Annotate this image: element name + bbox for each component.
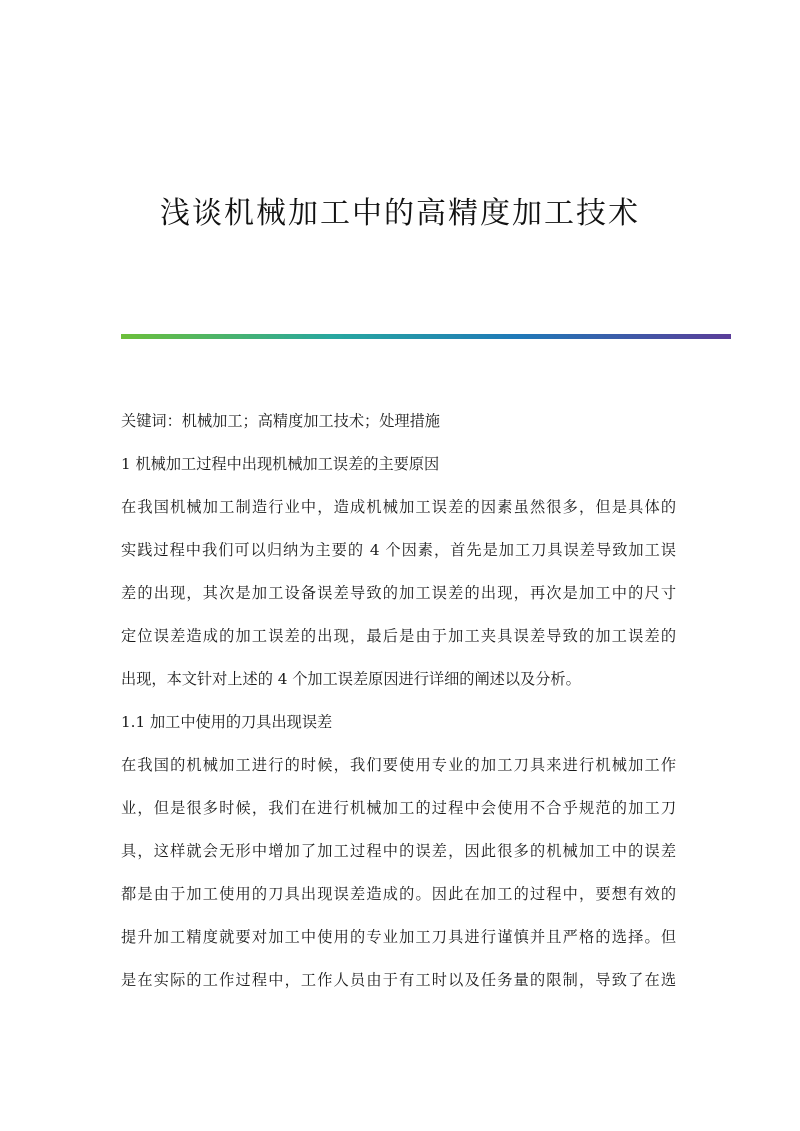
- section-1-paragraph: [121, 493, 676, 694]
- document-title: 浅谈机械加工中的高精度加工技术: [160, 196, 640, 231]
- keywords-line: 关键词：机械加工；高精度加工技术；处理措施: [121, 412, 440, 430]
- section-1-1-heading: 1.1 加工中使用的刀具出现误差: [121, 713, 333, 731]
- paragraph-line: 都是由于加工使用的刀具出现误差造成的。因此在加工的过程中，要想有效的: [121, 885, 676, 903]
- paragraph-line: 出现，本文针对上述的 4 个加工误差原因进行详细的阐述以及分析。: [121, 670, 581, 688]
- section-1-1-paragraph: [121, 751, 676, 995]
- paragraph-line: 差的出现，其次是加工设备误差导致的加工误差的出现，再次是加工中的尺寸: [121, 584, 676, 602]
- paragraph-line: 具，这样就会无形中增加了加工过程中的误差，因此很多的机械加工中的误差: [121, 842, 676, 860]
- paragraph-line: 业，但是很多时候，我们在进行机械加工的过程中会使用不合乎规范的加工刀: [121, 799, 676, 817]
- paragraph-line: 提升加工精度就要对加工中使用的专业加工刀具进行谨慎并且严格的选择。但: [121, 928, 676, 946]
- paragraph-line: 在我国机械加工制造行业中，造成机械加工误差的因素虽然很多，但是具体的: [121, 498, 676, 516]
- document-body: [121, 407, 676, 995]
- paragraph-line: 实践过程中我们可以归纳为主要的 4 个因素，首先是加工刀具误差导致加工误: [121, 541, 676, 559]
- paragraph-line: 在我国的机械加工进行的时候，我们要使用专业的加工刀具来进行机械加工作: [121, 756, 676, 774]
- paragraph-line: 定位误差造成的加工误差的出现，最后是由于加工夹具误差导致的加工误差的: [121, 627, 676, 645]
- section-1-heading: 1 机械加工过程中出现机械加工误差的主要原因: [121, 455, 440, 473]
- paragraph-line: 是在实际的工作过程中，工作人员由于有工时以及任务量的限制，导致了在选: [121, 971, 676, 989]
- gradient-divider: [121, 334, 731, 339]
